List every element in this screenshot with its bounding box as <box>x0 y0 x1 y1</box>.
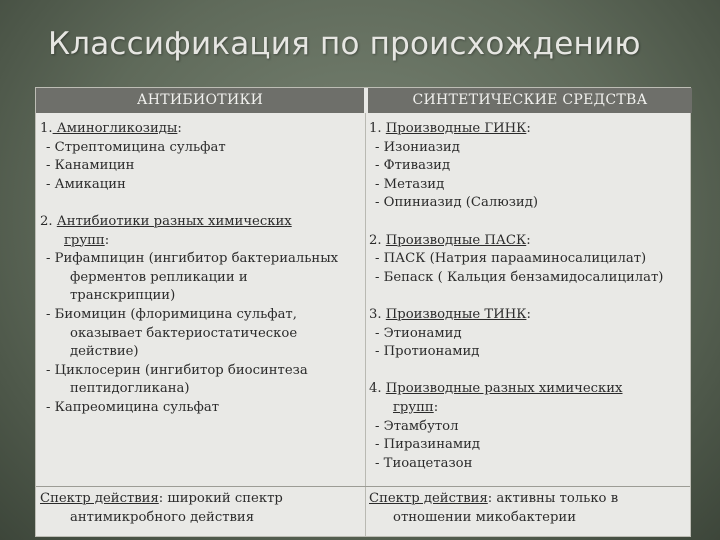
list-item: - Амикацин <box>46 176 126 192</box>
group-aminoglycosides-heading: 1. Аминогликозиды: <box>40 121 182 136</box>
classification-table <box>35 87 691 537</box>
list-item-continued: оказывает бактериостатическое <box>70 325 298 341</box>
list-item: - Циклосерин (ингибитор биосинтеза <box>46 362 308 378</box>
column-divider <box>365 113 366 536</box>
antibiotics-spectrum: Спектр действия: широкий спектр антимикробного действия <box>40 491 283 525</box>
antibiotics-column: 1. Аминогликозиды: - Стрептомицина сульфат - Канамицин - Амикацин 2. Антибиотики разных химических групп: - Рифампицин (ингибитор бактериальных ферментов репликации и транскрипции) - Биомицин (флоримицина сульфат, оказывает бактериостатическое действие) - Циклосерин (ингибитор биосинтеза пептидогликана) - Капреомицина сульфат <box>40 120 338 418</box>
list-item: - Этамбутол <box>375 418 459 434</box>
list-item: - Этионамид <box>375 325 462 341</box>
slide-title: Классификация по происхождению <box>48 26 641 62</box>
group-pask-heading: 2. Производные ПАСК: <box>369 232 531 248</box>
list-item: - Фтивазид <box>375 158 451 174</box>
header-antibiotics: АНТИБИОТИКИ <box>36 88 364 113</box>
list-item: - Изониазид <box>375 139 460 155</box>
synthetic-spectrum: Спектр действия: активны только в отношении микобактерии <box>369 491 619 525</box>
spectrum-label: Спектр действия <box>369 491 488 506</box>
list-item: - Капреомицина сульфат <box>46 399 220 415</box>
list-item: - Тиоацетазон <box>375 455 473 471</box>
list-item-continued: транскрипции) <box>70 288 176 304</box>
row-divider <box>36 486 690 487</box>
list-item: - Пиразинамид <box>375 437 481 453</box>
list-item-continued: действие) <box>70 344 139 360</box>
list-item-continued: ферментов репликации и <box>70 269 248 285</box>
synthetic-column: 1. Производные ГИНК: - Изониазид - Фтивазид - Метазид - Опиниазид (Салюзид) 2. Производные ПАСК: - ПАСК (Натрия парааминосалицилат) - Бепаск ( Кальция бензамидосалицилат) 3. Производные ТИНК: - Этионамид - Протионамид 4. Производные разных химических групп: - Этамбутол - Пиразинамид - Тиоацетазон <box>369 120 663 473</box>
list-item-continued: пептидогликана) <box>70 381 190 397</box>
group-other-synthetic-heading: 4. Производные разных химических <box>369 381 623 397</box>
spectrum-label: Спектр действия <box>40 491 159 506</box>
list-item: - ПАСК (Натрия парааминосалицилат) <box>375 251 647 267</box>
list-item: - Протионамид <box>375 344 480 360</box>
list-item: - Бепаск ( Кальция бензамидосалицилат) <box>375 269 664 285</box>
list-item: - Рифампицин (ингибитор бактериальных <box>46 251 339 267</box>
header-synthetic: СИНТЕТИЧЕСКИЕ СРЕДСТВА <box>366 88 692 113</box>
list-item: - Опиниазид (Салюзид) <box>375 195 538 211</box>
list-item: - Канамицин <box>46 158 135 174</box>
group-tink-heading: 3. Производные ТИНК: <box>369 306 531 322</box>
group-other-antibiotics-heading: 2. Антибиотики разных химических <box>40 213 292 229</box>
group-ginc-heading: 1. Производные ГИНК: <box>369 121 531 136</box>
list-item: - Биомицин (флоримицина сульфат, <box>46 306 297 322</box>
list-item: - Метазид <box>375 176 445 192</box>
list-item: - Стрептомицина сульфат <box>46 139 226 155</box>
